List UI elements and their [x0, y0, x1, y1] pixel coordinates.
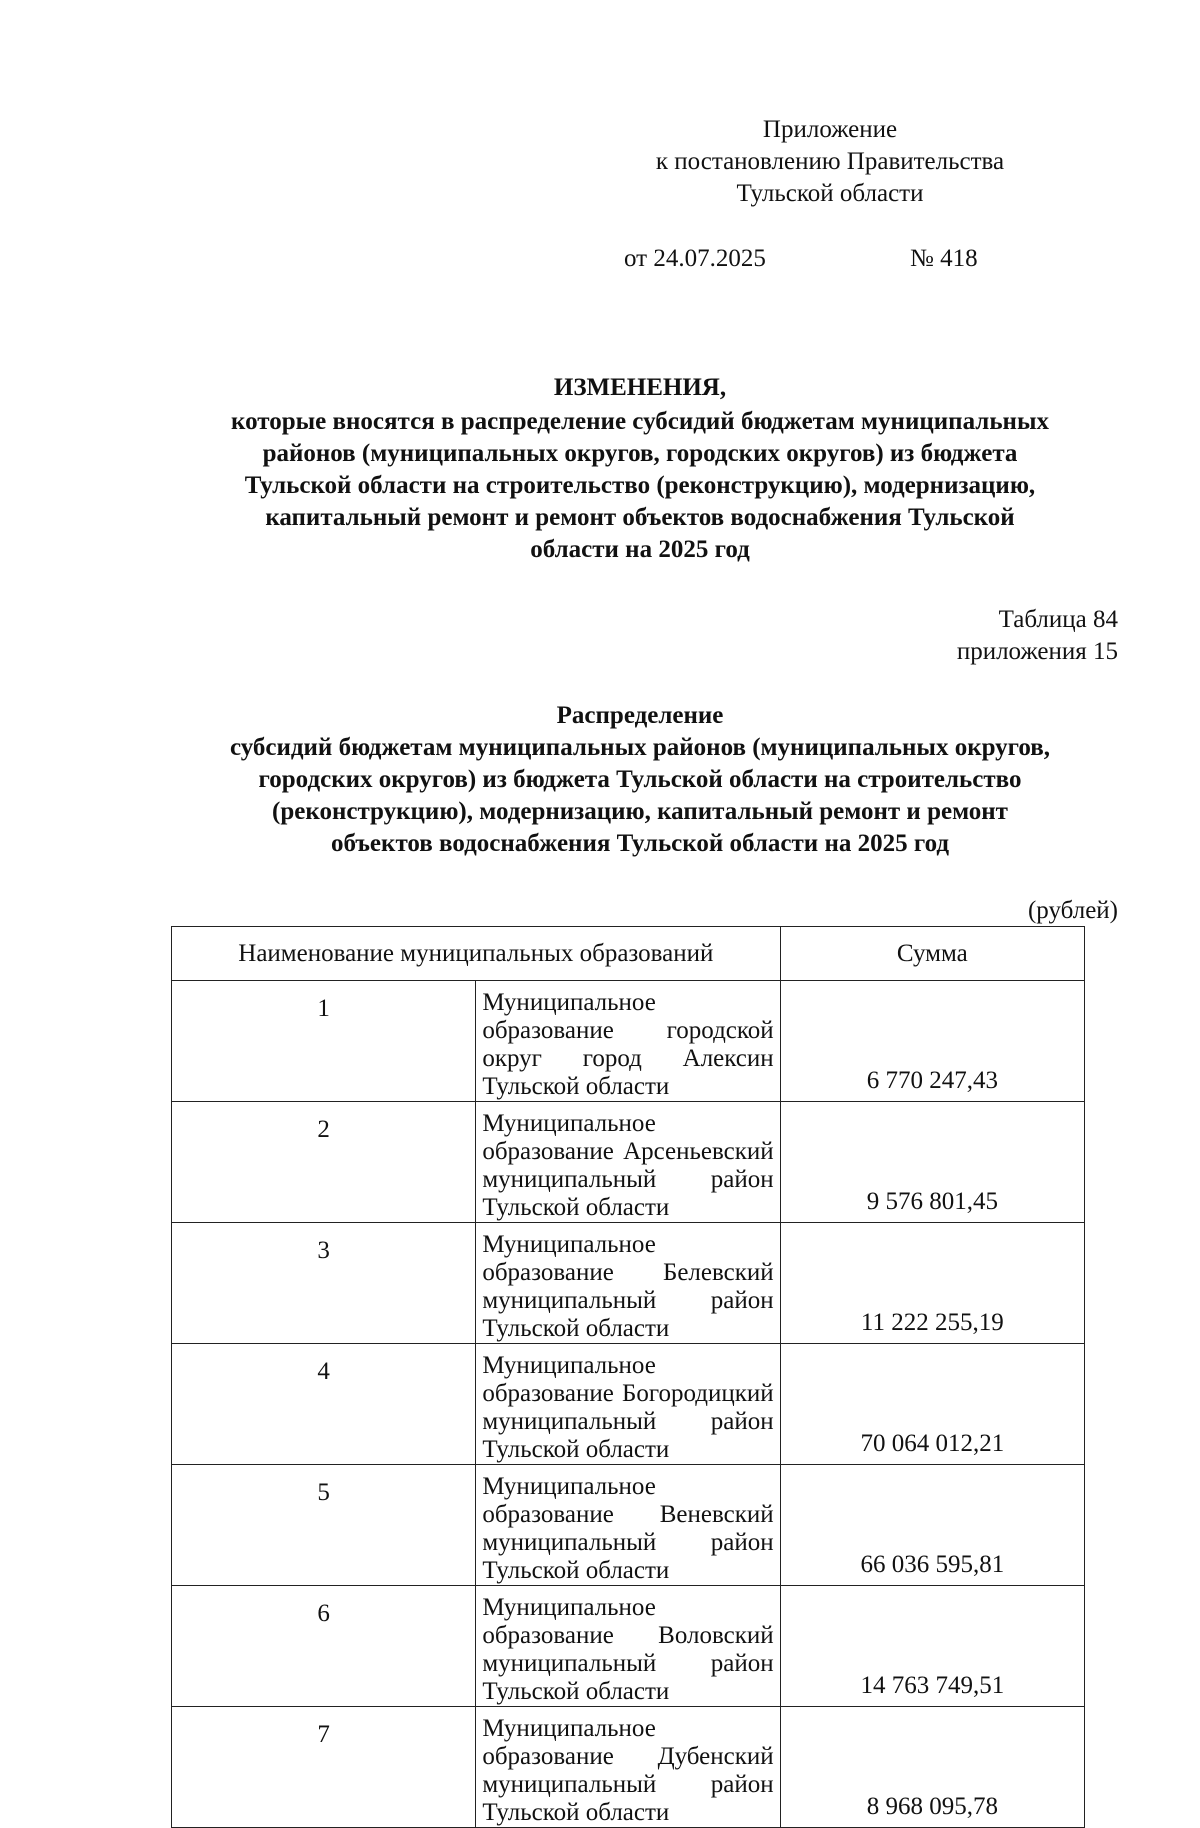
changes-heading	[170, 372, 1110, 566]
row-name: Муниципальное образование Арсеньевский муниципальный район Тульской области	[482, 1110, 774, 1221]
row-sum: 6 770 247,43	[866, 1067, 998, 1094]
row-number: 6	[317, 1600, 330, 1627]
row-number: 2	[317, 1116, 330, 1143]
appendix-block	[600, 114, 1060, 210]
distribution-title: Распределение	[556, 702, 724, 729]
row-number: 4	[317, 1358, 330, 1385]
changes-line: области на 2025 год	[530, 536, 750, 563]
row-sum: 9 576 801,45	[866, 1188, 998, 1215]
changes-line: капитальный ремонт и ремонт объектов водоснабжения Тульской	[265, 504, 1015, 531]
table-number: Таблица 84	[998, 606, 1118, 633]
distribution-line: (реконструкцию), модернизацию, капитальный ремонт и ремонт	[272, 798, 1008, 825]
row-number: 1	[317, 995, 330, 1022]
row-sum: 11 222 255,19	[860, 1309, 1004, 1336]
appendix-number: приложения 15	[956, 638, 1118, 665]
table-row	[172, 1707, 1085, 1828]
header-name: Наименование муниципальных образований	[172, 927, 781, 981]
row-name: Муниципальное образование Воловский муниципальный район Тульской области	[482, 1594, 774, 1705]
subsidy-table	[171, 926, 1085, 1828]
row-sum: 66 036 595,81	[860, 1551, 1005, 1578]
distribution-heading	[170, 700, 1110, 860]
row-number: 3	[317, 1237, 330, 1264]
distribution-line: городских округов) из бюджета Тульской области на строительство	[258, 766, 1022, 793]
table-row	[172, 1465, 1085, 1586]
decree-date: от 24.07.2025	[624, 245, 766, 272]
distribution-line: объектов водоснабжения Тульской области на 2025 год	[330, 830, 950, 857]
changes-line: которые вносятся в распределение субсидий бюджетам муниципальных	[231, 408, 1049, 435]
appendix-region: Тульской области	[736, 180, 924, 207]
changes-line: Тульской области на строительство (реконструкцию), модернизацию,	[244, 472, 1036, 499]
row-name: Муниципальное образование Белевский муниципальный район Тульской области	[482, 1231, 774, 1342]
row-name: Муниципальное образование Веневский муниципальный район Тульской области	[482, 1473, 774, 1584]
distribution-line: субсидий бюджетам муниципальных районов (муниципальных округов,	[229, 734, 1051, 761]
table-row	[172, 1223, 1085, 1344]
row-name: Муниципальное образование городской округ город Алексин Тульской области	[482, 989, 774, 1100]
appendix-title: Приложение	[762, 116, 898, 143]
table-header-row	[172, 927, 1085, 981]
table-row	[172, 1102, 1085, 1223]
row-name: Муниципальное образование Дубенский муниципальный район Тульской области	[482, 1715, 774, 1826]
row-sum: 70 064 012,21	[860, 1430, 1005, 1457]
table-row	[172, 1586, 1085, 1707]
header-sum: Сумма	[780, 927, 1084, 981]
row-sum: 8 968 095,78	[866, 1793, 998, 1820]
decree-number: № 418	[910, 245, 978, 272]
row-sum: 14 763 749,51	[860, 1672, 1005, 1699]
table-row	[172, 1344, 1085, 1465]
units-label: (рублей)	[1027, 897, 1118, 924]
table-reference	[860, 604, 1118, 668]
changes-line: районов (муниципальных округов, городских округов) из бюджета	[262, 440, 1018, 467]
row-name: Муниципальное образование Богородицкий муниципальный район Тульской области	[482, 1352, 774, 1463]
appendix-decree: к постановлению Правительства	[655, 148, 1005, 175]
row-number: 7	[317, 1721, 330, 1748]
changes-title: ИЗМЕНЕНИЯ,	[553, 374, 727, 401]
table-row	[172, 981, 1085, 1102]
row-number: 5	[317, 1479, 330, 1506]
